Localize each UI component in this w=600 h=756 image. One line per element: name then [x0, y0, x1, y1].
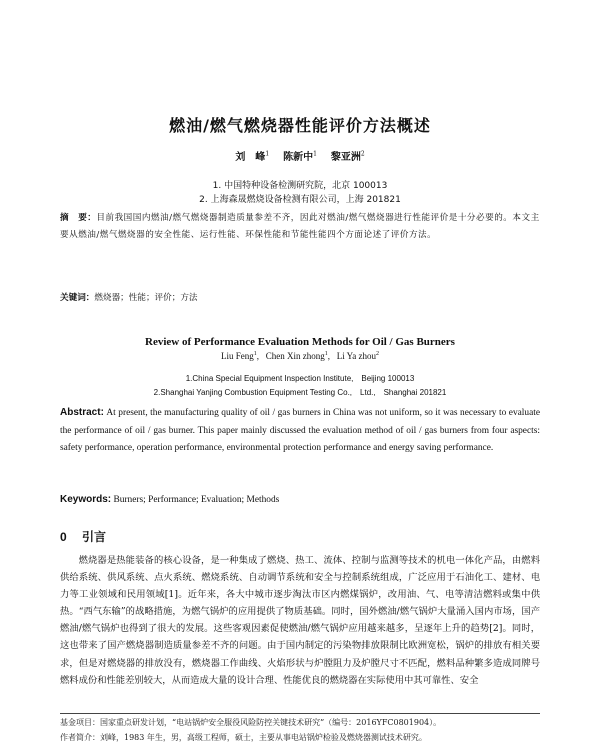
abstract-en-text: At present, the manufacturing quality of oil / gas burners in China was not uniform, so it was necessary to evaluate the performance of oil / gas burner. This paper mainly discussed the evaluation method of oil / gas burners from four aspects: safety performance, operation performance, environmental protection performance and energy saving performance.	[60, 408, 541, 453]
keywords-en	[60, 494, 540, 505]
section-heading	[60, 528, 106, 545]
authors-cn	[0, 148, 600, 163]
keywords-cn-label: 关键词：	[60, 293, 95, 303]
keywords-cn	[60, 291, 540, 303]
keywords-en-label: Keywords:	[60, 494, 112, 505]
abstract-en-label: Abstract:	[60, 407, 104, 418]
author-en: Li Ya zhou	[336, 351, 376, 361]
affiliation-en: 1.China Special Equipment Inspection Institute, Beijing 100013	[185, 374, 415, 383]
author-cn: 黎亚洲	[330, 152, 361, 163]
author-mark: 2	[360, 150, 365, 158]
body-paragraph	[60, 552, 540, 689]
section-number: 0	[60, 530, 67, 544]
keywords-cn-text: 燃烧器；性能；评价；方法	[94, 293, 198, 303]
footnote-divider	[60, 713, 540, 714]
author-en: Chen Xin zhong	[265, 351, 325, 361]
affiliation-cn: 1. 中国特种设备检测研究院，北京 100013	[212, 181, 388, 191]
footnote-funding: 基金项目：国家重点研发计划，“电站锅炉安全服役风险防控关键技术研究”（编号：2016YFC0801904）。	[60, 718, 442, 727]
paper-title-en: Review of Performance Evaluation Methods for Oil / Gas Burners	[145, 336, 455, 348]
authors-en: Liu Feng$^1$, Chen Xin zhong$^1$, Li Ya zhou$^2$	[220, 351, 379, 361]
abstract-cn	[60, 210, 540, 244]
author-mark: 1	[265, 150, 270, 158]
keywords-en-text: Burners; Performance; Evaluation; Methods	[113, 495, 280, 505]
body-text: 燃烧器是热能装备的核心设备，是一种集成了燃烧、热工、流体、控制与监测等技术的机电一体化产品，由燃料供给系统、供风系统、点火系统、燃烧系统、自动调节系统和安全与控制系统组成，广泛应用于石油化工、建材、电力等工业领域和民用领域[1]。近年来，各大中城市逐步淘汰市区内燃煤锅炉，改用油、气、电等清洁燃料或集中供热。“西气东输”的战略措施，为燃气锅炉的应用提供了物质基础。同时，国外燃油/燃气锅炉大量涌入国内市场，国产燃油/燃气锅炉也得到了很大的发展。这些客观因素促使燃油/燃气锅炉应用越来越多，呈逐年上升的趋势[2]。同时，这也带来了国产燃烧器制造质量参差不齐的问题。由于国内制定的污染物排放限制比欧洲宽松，锅炉的排放有相关要求，但是对燃烧器的排放没有，燃烧器工作曲线、火焰形状与炉膛阻力及炉膛尺寸不匹配，燃料品种繁多造成同牌号燃料成份和性能差别较大，从而造成大量的设计合理、性能优良的燃烧器在实际使用中其可靠性、安全	[60, 555, 540, 686]
section-title: 引言	[82, 530, 107, 544]
author-mark: 1	[324, 351, 328, 357]
paper-title-cn: 燃油/燃气燃烧器性能评价方法概述	[169, 116, 431, 135]
affiliation-cn: 2. 上海森晟燃烧设备检测有限公司，上海 201821	[199, 195, 401, 205]
abstract-cn-text: 目前我国国内燃油/燃气燃烧器制造质量参差不齐，因此对燃油/燃气燃烧器进行性能评价是十分必要的。本文主要从燃油/燃气燃烧器的安全性能、运行性能、环保性能和节能性能四个方面论述了评价方法。	[60, 213, 540, 240]
author-cn: 陈新中	[283, 152, 314, 163]
author-mark: 2	[376, 351, 379, 357]
author-en: Liu Feng	[220, 351, 254, 361]
author-mark: 1	[313, 150, 317, 158]
author-mark: 1	[253, 351, 257, 357]
affiliation-en: 2.Shanghai Yanjing Combustion Equipment Testing Co., Ltd., Shanghai 201821	[153, 388, 447, 397]
abstract-cn-label: 摘 要：	[60, 213, 97, 223]
author-cn: 刘 峰	[235, 152, 266, 163]
footnote-author: 作者简介：刘峰，1983 年生，男，高级工程师，硕士，主要从事电站锅炉检验及燃烧器测试技术研究。	[60, 733, 427, 742]
abstract-en	[60, 404, 540, 458]
